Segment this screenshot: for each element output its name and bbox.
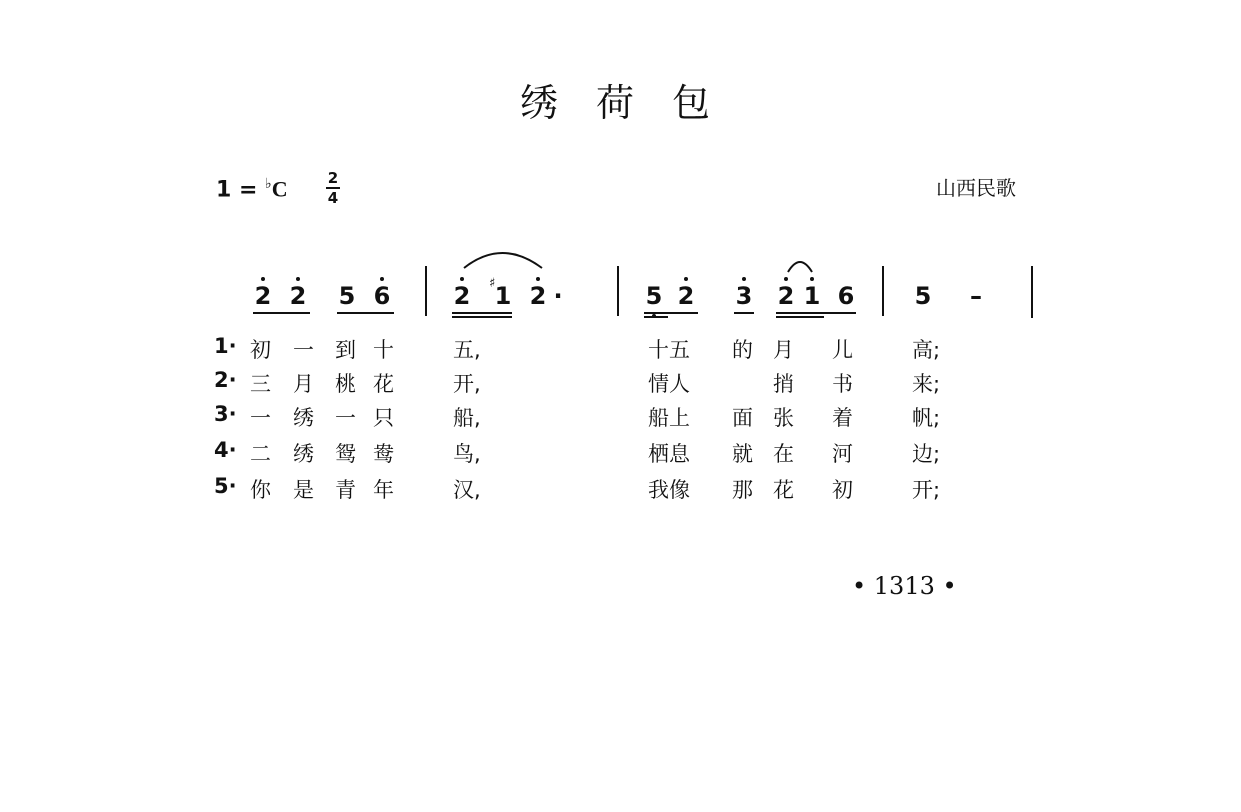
lyric: 绣 (293, 406, 314, 430)
note: 1 (494, 282, 512, 310)
lyric: 汉, (453, 478, 481, 502)
beam (776, 316, 824, 318)
lyric: 儿 (832, 338, 853, 362)
key-equals: = (238, 177, 258, 203)
song-origin: 山西民歌 (936, 176, 1016, 200)
lyric: 二 (250, 442, 271, 466)
lyric: 一 (250, 406, 271, 430)
dotted-extension: · (553, 282, 563, 310)
octave-dot (261, 277, 265, 281)
note: 5 (914, 282, 932, 310)
lyric: 鸯 (373, 442, 394, 466)
lyric: 来; (912, 372, 941, 396)
beam (253, 312, 310, 314)
octave-dot (380, 277, 384, 281)
note: 5 (645, 282, 663, 310)
key-tonic: C (271, 176, 288, 202)
lyric: 那 (732, 478, 753, 502)
lyric: 开; (912, 478, 941, 502)
beam (337, 312, 394, 314)
beam (452, 312, 512, 314)
lyric: 一 (293, 338, 314, 362)
time-signature (326, 170, 340, 206)
bar-line (1031, 266, 1033, 318)
note: 1 (803, 282, 821, 310)
lyric: 桃 (335, 372, 356, 396)
slur (786, 258, 816, 274)
note: 6 (837, 282, 855, 310)
lyric: 开, (453, 372, 481, 396)
lyric: 初 (832, 478, 853, 502)
lyric: 捎 (773, 372, 794, 396)
lyric: 十五 (648, 338, 690, 362)
lyric: 就 (732, 442, 753, 466)
bar-line (882, 266, 884, 316)
song-title: 绣荷包 (520, 81, 749, 125)
lyric: 张 (773, 406, 794, 430)
note: 3 (735, 282, 753, 310)
verse-number: 2· (214, 368, 237, 392)
lyric: 面 (732, 406, 753, 430)
lyric: 十 (373, 338, 394, 362)
time-top: 2 (327, 169, 339, 187)
lyric: 船上 (648, 406, 690, 430)
lyric: 绣 (293, 442, 314, 466)
lyric: 到 (335, 338, 356, 362)
lyric: 是 (293, 478, 314, 502)
lyric: 高; (912, 338, 941, 362)
lyric: 初 (250, 338, 271, 362)
note: 2 (254, 282, 272, 310)
lyric: 花 (373, 372, 394, 396)
note: 2 (777, 282, 795, 310)
verse-number: 4· (214, 438, 237, 462)
beam (734, 312, 754, 314)
octave-dot (296, 277, 300, 281)
lyric: 帆; (912, 406, 941, 430)
note: 5 (338, 282, 356, 310)
note: 2 (289, 282, 307, 310)
note: 6 (373, 282, 391, 310)
lyric: 鸳 (335, 442, 356, 466)
lyric: 河 (832, 442, 853, 466)
lyric: 栖息 (648, 442, 690, 466)
lyric: 鸟, (453, 442, 481, 466)
sharp-sign: ♯ (489, 276, 496, 291)
lyric: 着 (832, 406, 853, 430)
flat-sign: ♭ (265, 176, 272, 192)
lyric: 月 (773, 338, 794, 362)
octave-dot (684, 277, 688, 281)
lyric: 年 (373, 478, 394, 502)
lyric: 边; (912, 442, 941, 466)
lyric: 五, (453, 338, 481, 362)
octave-dot (784, 277, 788, 281)
page-number: • 1313 • (852, 572, 957, 600)
lyric: 船, (453, 406, 481, 430)
octave-dot (742, 277, 746, 281)
lyric: 三 (250, 372, 271, 396)
note: 2 (529, 282, 547, 310)
key-one: 1 (216, 177, 232, 203)
lyric: 花 (773, 478, 794, 502)
time-bottom: 4 (327, 189, 339, 207)
lyric: 月 (293, 372, 314, 396)
lyric: 只 (373, 406, 394, 430)
octave-dot (460, 277, 464, 281)
bar-line (617, 266, 619, 316)
lyric: 情人 (648, 372, 690, 396)
verse-number: 1· (214, 334, 237, 358)
lyric: 书 (832, 372, 853, 396)
key-signature (216, 176, 288, 202)
note: 2 (677, 282, 695, 310)
verse-number: 3· (214, 402, 237, 426)
slur (462, 246, 546, 270)
lyric: 我像 (648, 478, 690, 502)
beam (644, 316, 668, 318)
octave-dot (810, 277, 814, 281)
octave-dot (536, 277, 540, 281)
lyric: 你 (250, 478, 271, 502)
beam (776, 312, 856, 314)
lyric: 的 (732, 338, 753, 362)
note: 2 (453, 282, 471, 310)
note-dash: – (970, 282, 982, 310)
lyric: 青 (335, 478, 356, 502)
lyric: 在 (773, 442, 794, 466)
bar-line (425, 266, 427, 316)
lyric: 一 (335, 406, 356, 430)
verse-number: 5· (214, 474, 237, 498)
beam (452, 316, 512, 318)
beam (644, 312, 698, 314)
